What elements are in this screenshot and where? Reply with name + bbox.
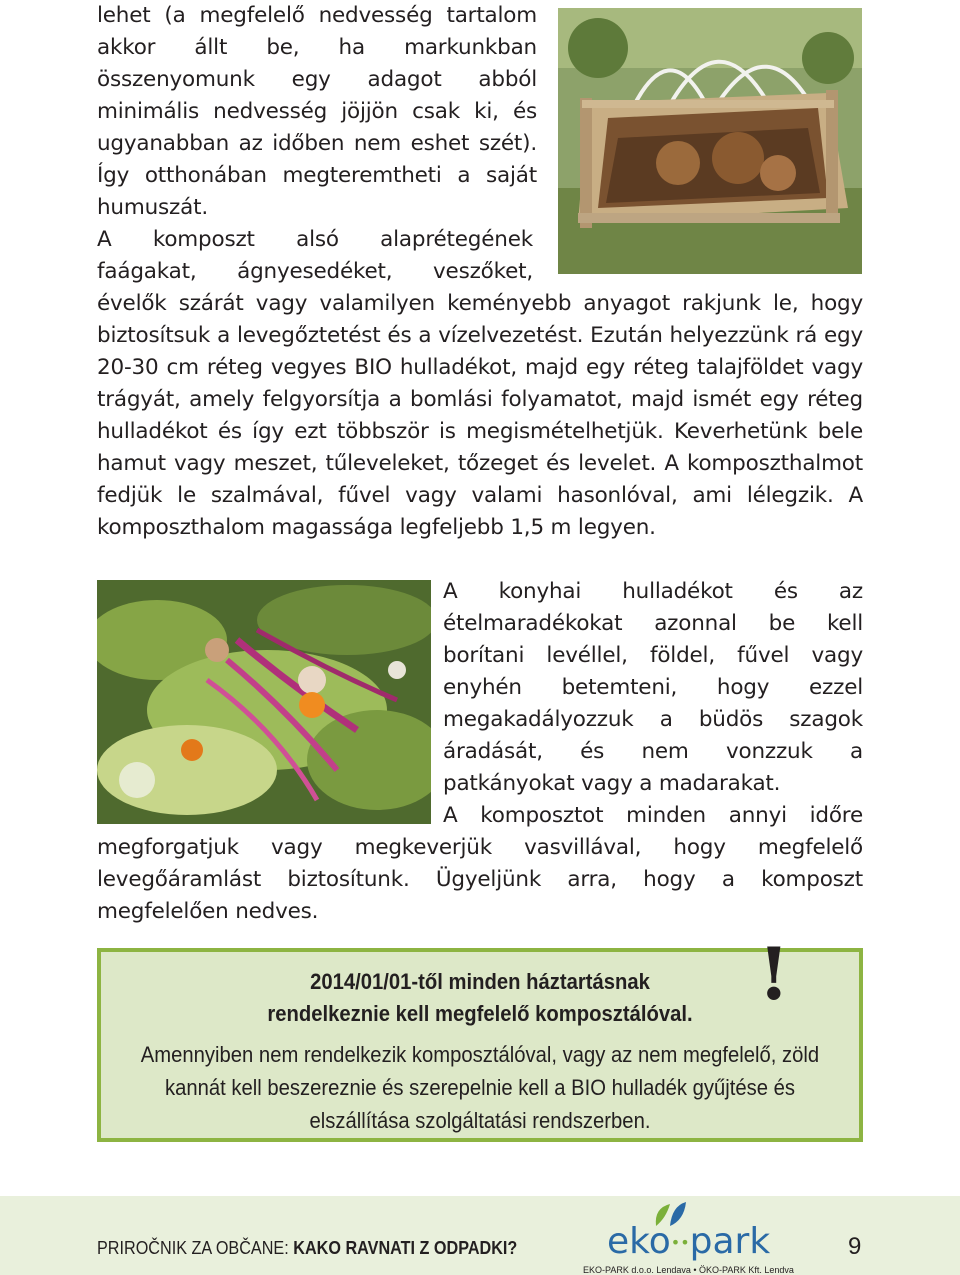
logo-eko: eko: [607, 1221, 671, 1262]
paragraph-moisture: lehet (a megfelelő nedvesség tartalom akkor állt be, ha markunkban összenyomunk egy adagot abból minimális nedvesség jöjjön csak ki, és ugyanabban az időben nem eshet szét). Így otthonában megteremtheti a saját humuszát.: [97, 3, 537, 220]
logo-dots: ••: [670, 1233, 690, 1252]
image-wrap-spacer-2: [97, 800, 443, 830]
paragraph-turning: [97, 800, 863, 928]
footer-bar: [0, 1196, 960, 1275]
paragraph-layers: [97, 224, 863, 544]
footer-title: [97, 1238, 517, 1259]
notice-headline-2: rendelkeznie kell megfelelő komposztálóval.: [267, 1001, 693, 1026]
paragraph-turning-text: A komposztot minden annyi időre megforgatjuk vagy megkeverjük vasvillával, hogy megfelelő levegőáramlást biztosítunk. Ügyeljünk arra, hogy a komposzt megfelelően nedves.: [97, 803, 863, 924]
notice-box: [97, 948, 863, 1142]
kitchen-waste-illustration: [97, 580, 431, 824]
exclamation-icon: !: [758, 931, 790, 1016]
logo-wordmark: [607, 1222, 770, 1263]
page-number: 9: [848, 1233, 862, 1260]
kitchen-waste-photo: [97, 580, 431, 824]
paragraph-layers-text: A komposzt alsó alaprétegének faágakat, ágnyesedéket, veszőket, évelők szárát vagy valamilyen keményebb anyagot rakjunk le, hogy biztosítsuk a levegőztetést és a vízelvezetést. Ezután helyezzünk rá egy 20-30 cm réteg vegyes BIO hulladékot, majd egy réteg talajföldet vagy trágyát, amely felgyorsítja a bomlási folyamatot, majd ismét egy réteg hulladékot és így ezt többször is megismételhetjük. Keverhetünk bele hamut vagy meszet, tűleveleket, tőzeget és levelet. A komposzthalmot fedjük le szalmával, fűvel vagy valami hasonlóval, ami lélegzik. A komposzthalom magassága legfeljebb 1,5 m legyen.: [97, 227, 863, 540]
logo-park: park: [689, 1221, 771, 1262]
image-wrap-spacer: [533, 224, 863, 280]
logo-company-line: EKO-PARK d.o.o. Lendava • ÖKO-PARK Kft. Lendva: [583, 1265, 794, 1275]
notice-headline-1: 2014/01/01-től minden háztartásnak: [310, 969, 650, 994]
footer-label: PRIROČNIK ZA OBČANE:: [97, 1238, 294, 1258]
footer-title-bold: KAKO RAVNATI Z ODPADKI?: [293, 1238, 518, 1258]
notice-body: Amennyiben nem rendelkezik komposztálóval, vagy az nem megfelelő, zöld kannát kell beszereznie és szerepelnie kell a BIO hulladék gyűjtése és elszállítása szolgáltatási rendszerben.: [140, 1042, 820, 1133]
paragraph-kitchen-waste: A konyhai hulladékot és az ételmaradékokat azonnal be kell borítani levéllel, földel, fűvel vagy enyhén betemteni, hogy ezzel megakadályozzuk a büdös szagok áradását, és nem vonzzuk a patkányokat vagy a madarakat.: [443, 579, 863, 796]
